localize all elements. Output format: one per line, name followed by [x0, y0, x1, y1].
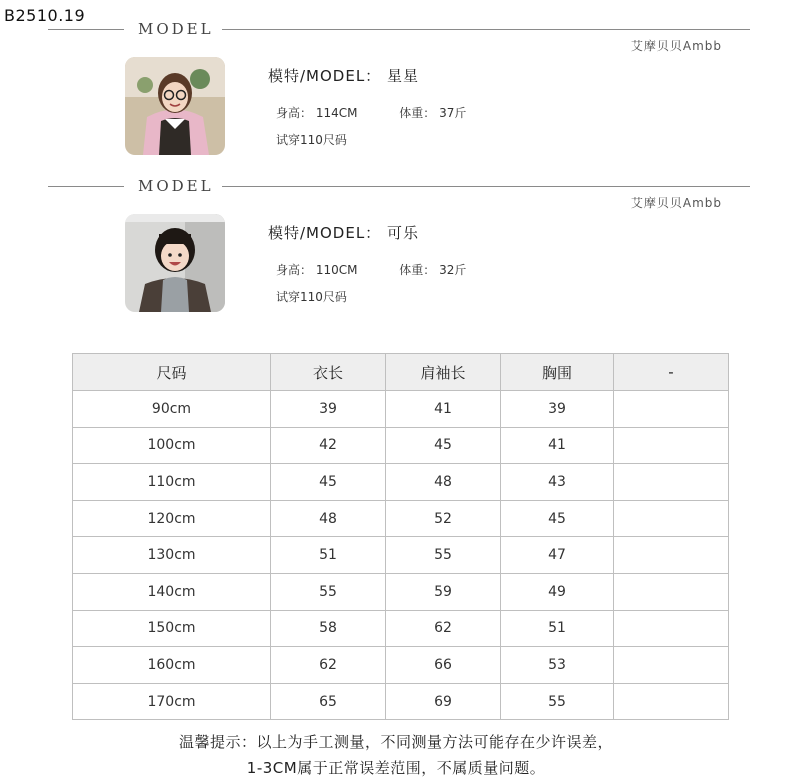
shoulder-sleeve-cell: 66 [386, 647, 501, 684]
length-cell: 51 [271, 537, 386, 574]
length-cell: 55 [271, 573, 386, 610]
empty-cell [614, 427, 729, 464]
size-cell: 120cm [73, 500, 271, 537]
table-row [73, 683, 729, 720]
length-cell: 48 [271, 500, 386, 537]
shoulder-sleeve-cell: 48 [386, 464, 501, 501]
model-title: 模特/MODEL： 星星 [268, 67, 419, 85]
column-header: - [614, 354, 729, 391]
model-section-2 [0, 164, 792, 314]
shoulder-sleeve-cell: 45 [386, 427, 501, 464]
model-height: 身高： 110CM [276, 263, 358, 277]
shoulder-sleeve-cell: 62 [386, 610, 501, 647]
shoulder-sleeve-cell: 55 [386, 537, 501, 574]
length-cell: 42 [271, 427, 386, 464]
table-row [73, 500, 729, 537]
product-code: B2510.19 [4, 6, 86, 25]
chest-cell: 47 [501, 537, 614, 574]
divider-line [222, 186, 750, 187]
size-cell: 170cm [73, 683, 271, 720]
measurement-note-line-1: 温馨提示：以上为手工测量，不同测量方法可能存在少许误差， [178, 733, 613, 751]
size-cell: 160cm [73, 647, 271, 684]
model-section-1 [0, 7, 792, 157]
table-row [73, 427, 729, 464]
chest-cell: 43 [501, 464, 614, 501]
table-row [73, 573, 729, 610]
size-cell: 130cm [73, 537, 271, 574]
model-weight: 体重： 32斤 [399, 263, 467, 277]
shoulder-sleeve-cell: 59 [386, 573, 501, 610]
column-header: 肩袖长 [386, 354, 501, 391]
chest-cell: 39 [501, 391, 614, 428]
model-measurements [276, 104, 504, 121]
shoulder-sleeve-cell: 41 [386, 391, 501, 428]
size-cell: 110cm [73, 464, 271, 501]
length-cell: 65 [271, 683, 386, 720]
chest-cell: 49 [501, 573, 614, 610]
column-header: 衣长 [271, 354, 386, 391]
empty-cell [614, 500, 729, 537]
table-row [73, 464, 729, 501]
empty-cell [614, 683, 729, 720]
chest-cell: 41 [501, 427, 614, 464]
table-row [73, 537, 729, 574]
empty-cell [614, 610, 729, 647]
table-header-row [73, 354, 729, 391]
model-height: 身高： 114CM [276, 106, 358, 120]
model-photo [125, 57, 225, 155]
empty-cell [614, 573, 729, 610]
divider-line [48, 186, 124, 187]
model-measurements [276, 261, 504, 278]
model-try-on-size: 试穿110尺码 [276, 290, 347, 304]
size-cell: 100cm [73, 427, 271, 464]
model-weight: 体重： 37斤 [399, 106, 467, 120]
empty-cell [614, 464, 729, 501]
column-header: 胸围 [501, 354, 614, 391]
divider-line [222, 29, 750, 30]
chest-cell: 45 [501, 500, 614, 537]
empty-cell [614, 647, 729, 684]
chest-cell: 55 [501, 683, 614, 720]
measurement-note-line-2: 1-3CM属于正常误差范围，不属质量问题。 [246, 759, 546, 777]
column-header: 尺码 [73, 354, 271, 391]
model-title: 模特/MODEL： 可乐 [268, 224, 419, 242]
empty-cell [614, 537, 729, 574]
model-try-on-size: 试穿110尺码 [276, 133, 347, 147]
shoulder-sleeve-cell: 69 [386, 683, 501, 720]
table-row [73, 647, 729, 684]
brand-label: 艾摩贝贝Ambb [630, 196, 722, 210]
chest-cell: 53 [501, 647, 614, 684]
table-row [73, 391, 729, 428]
empty-cell [614, 391, 729, 428]
length-cell: 62 [271, 647, 386, 684]
size-table [72, 353, 729, 720]
length-cell: 58 [271, 610, 386, 647]
size-cell: 140cm [73, 573, 271, 610]
shoulder-sleeve-cell: 52 [386, 500, 501, 537]
model-heading: MODEL [138, 177, 214, 195]
model-heading: MODEL [138, 20, 214, 38]
divider-line [48, 29, 124, 30]
size-cell: 150cm [73, 610, 271, 647]
table-row [73, 610, 729, 647]
length-cell: 39 [271, 391, 386, 428]
size-cell: 90cm [73, 391, 271, 428]
brand-label: 艾摩贝贝Ambb [630, 39, 722, 53]
model-photo [125, 214, 225, 312]
length-cell: 45 [271, 464, 386, 501]
chest-cell: 51 [501, 610, 614, 647]
